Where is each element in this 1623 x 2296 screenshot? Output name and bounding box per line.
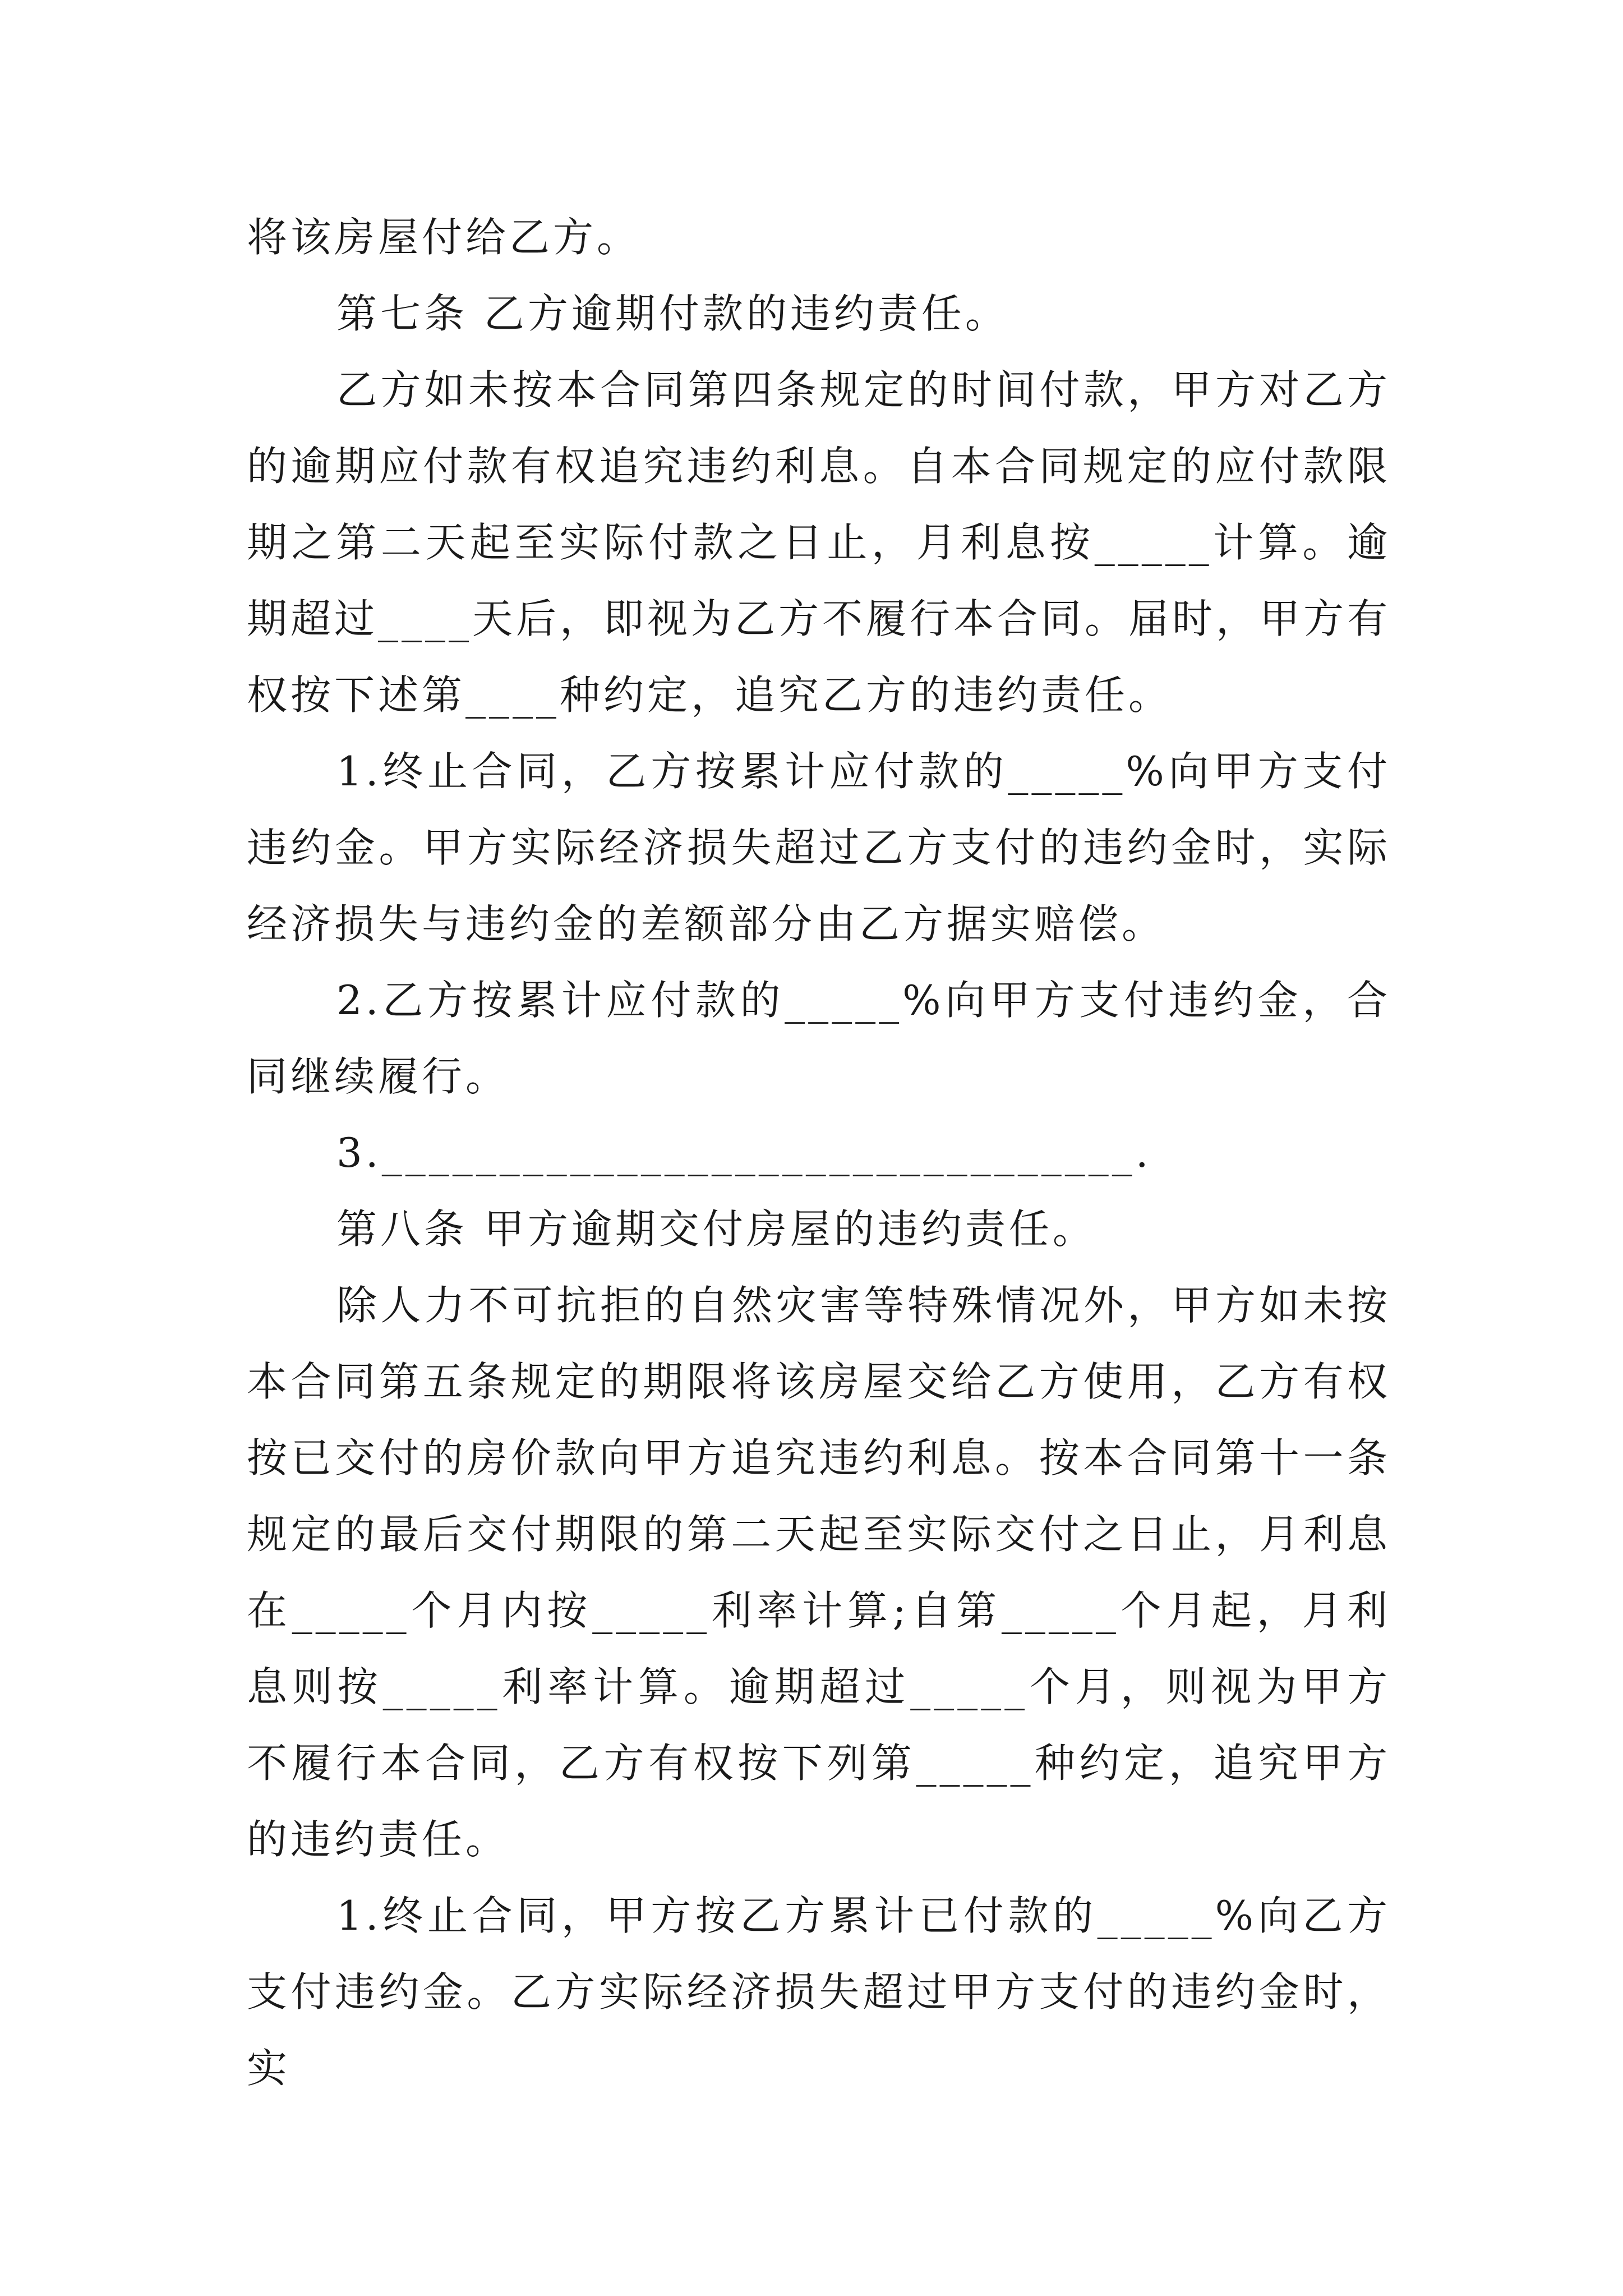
article-7-heading: 第七条 乙方逾期付款的违约责任。 — [336, 290, 1009, 337]
document-body — [247, 199, 1391, 2106]
paragraph-continuation: 将该房屋付给乙方。 — [247, 214, 641, 261]
article-8-heading: 第八条 甲方逾期交付房屋的违约责任。 — [336, 1205, 1096, 1253]
article-8-option-1: 1.终止合同，甲方按乙方累计已付款的_____%向乙方支付违约金。乙方实际经济损失超过甲方支付的违约金时，实 — [247, 1892, 1391, 2092]
article-7-option-2: 2.乙方按累计应付款的_____%向甲方支付违约金，合同继续履行。 — [247, 977, 1391, 1100]
article-8-body: 除人力不可抗拒的自然灾害等特殊情况外，甲方如未按本合同第五条规定的期限将该房屋交给乙方使用，乙方有权按已交付的房价款向甲方追究违约利息。按本合同第十一条规定的最后交付期限的第二天起至实际交付之日止，月利息在_____个月内按_____利率计算;自第_____个月起，月利息则按_____利率计算。逾期超过_____个月，则视为甲方不履行本合同，乙方有权按下列第_____种约定，追究甲方的违约责任。 — [247, 1282, 1391, 1863]
article-7-option-1: 1.终止合同，乙方按累计应付款的_____%向甲方支付违约金。甲方实际经济损失超过乙方支付的违约金时，实际经济损失与违约金的差额部分由乙方据实赔偿。 — [247, 748, 1391, 947]
article-7-option-3: 3.________________________________. — [336, 1129, 1152, 1176]
article-7-body: 乙方如未按本合同第四条规定的时间付款，甲方对乙方的逾期应付款有权追究违约利息。自本合同规定的应付款限期之第二天起至实际付款之日止，月利息按_____计算。逾期超过____天后，即视为乙方不履行本合同。届时，甲方有权按下述第____种约定，追究乙方的违约责任。 — [247, 366, 1391, 719]
